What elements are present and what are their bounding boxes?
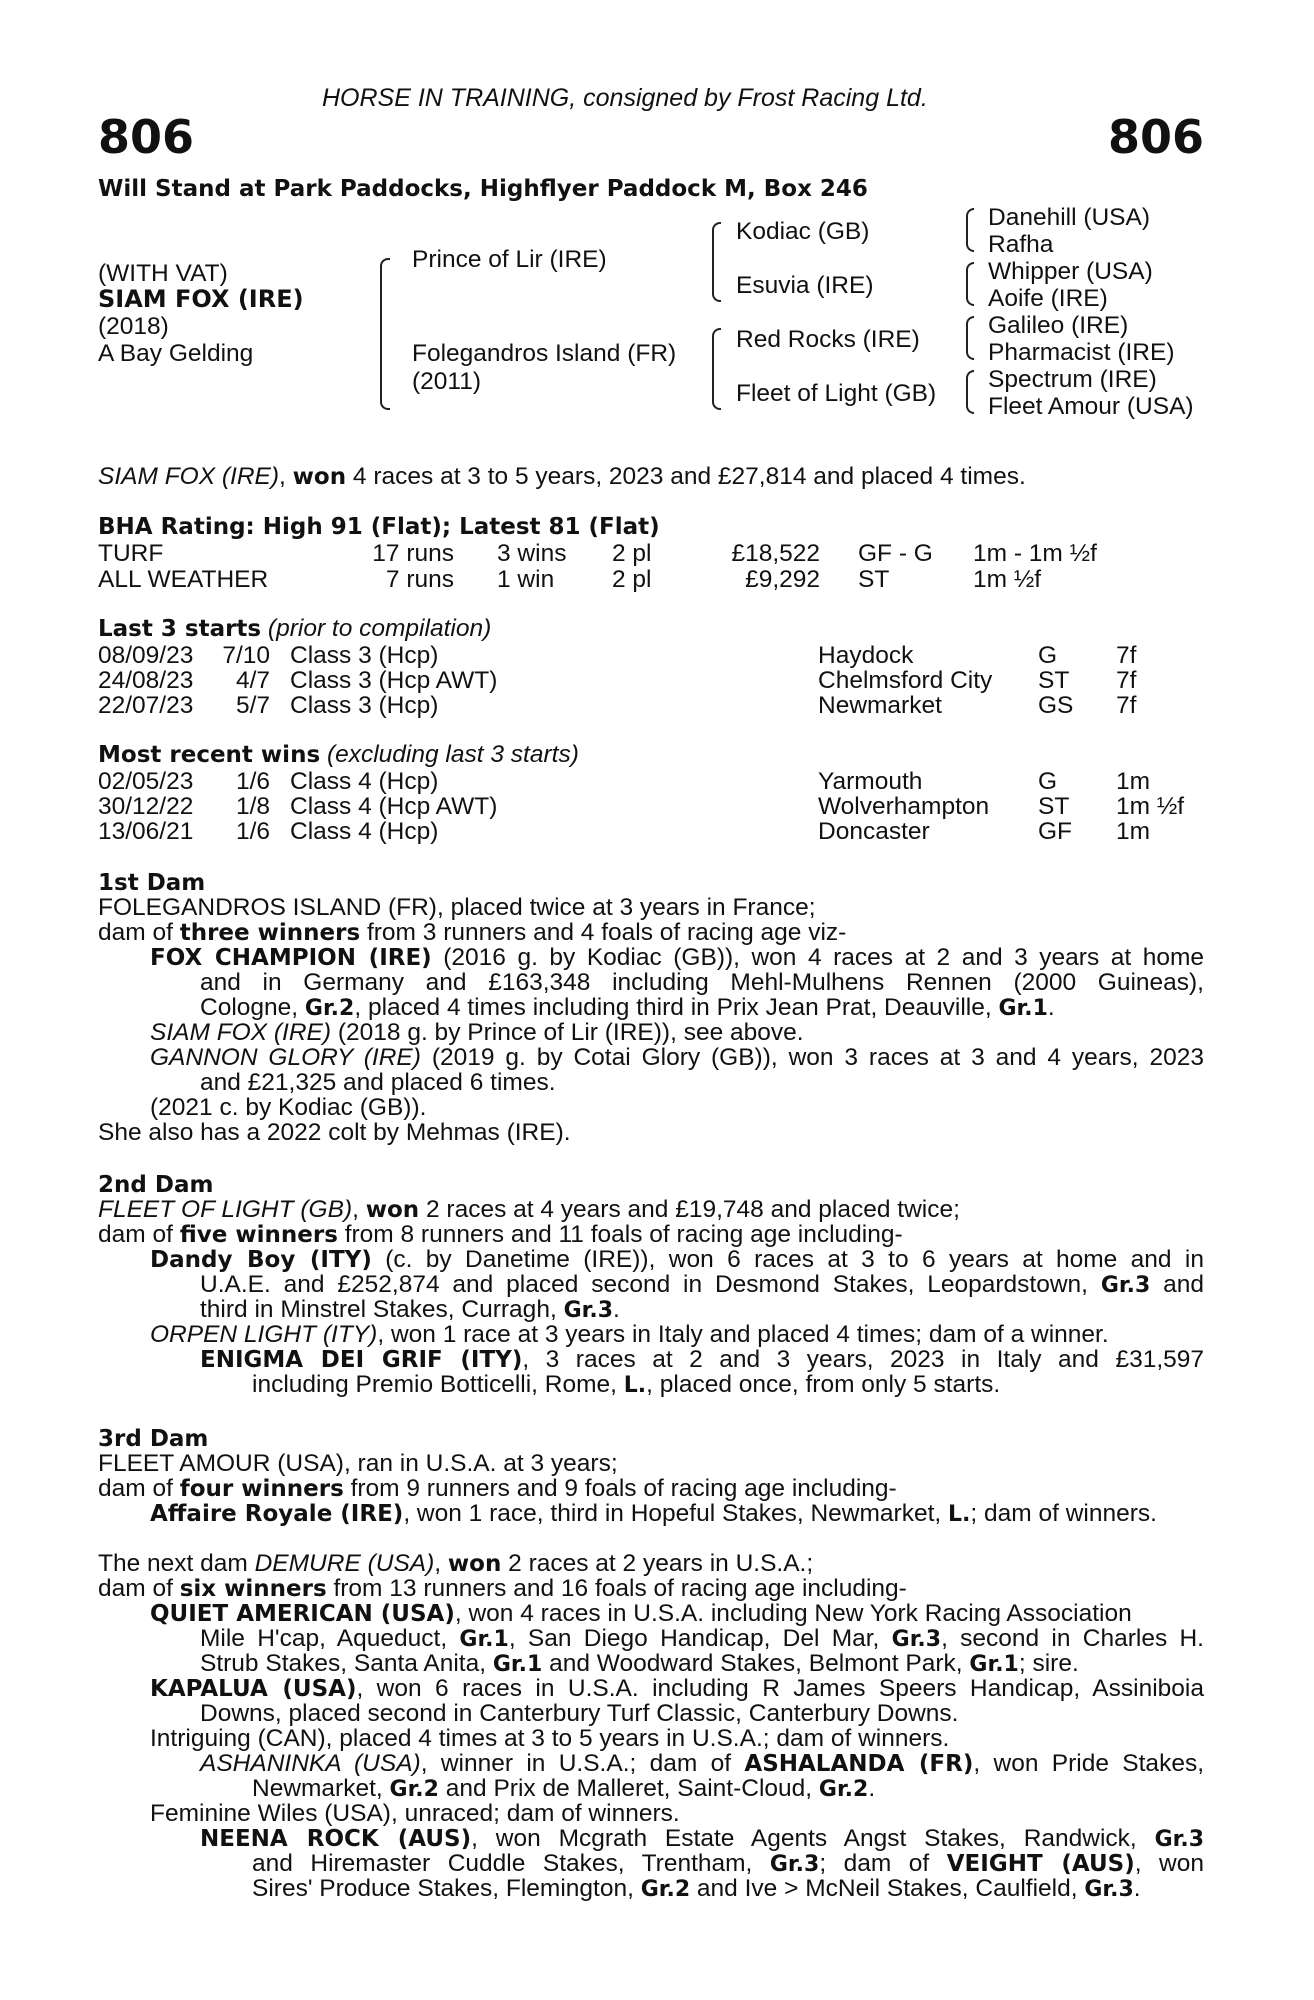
text: . [868,1775,876,1802]
progeny-entry [150,945,1204,971]
rating-distance: 1m - 1m ½f [973,540,1097,567]
text: 2 races at 4 years and £19,748 and placed twice; [419,1196,960,1223]
text: Sires' Produce Stakes, Flemington, [252,1875,641,1902]
win-position: 1/6 [235,818,270,845]
progeny-line: and in Germany and £163,348 including Mehl-Mulhens Rennen (2000 Guineas), [200,969,1204,996]
grade: Gr.3 [1100,1273,1151,1298]
rating-distance: 1m ½f [973,566,1042,593]
text: . [1133,1875,1141,1902]
pedigree-dam-year: (2011) [412,368,482,395]
text: from 9 runners and 9 foals of racing age including- [343,1475,897,1502]
pedigree-ssd: Rafha [988,231,1054,258]
horse-name: SIAM FOX (IRE) [98,285,304,313]
text: ; dam of winners. [970,1500,1157,1527]
lot-number-right: 806 [1107,110,1204,164]
progeny-line [200,1651,1079,1677]
win-distance: 1m ½f [1116,793,1185,820]
progeny-entry [200,1751,1204,1777]
progeny-entry [150,1322,1109,1347]
text: , 3 races at 2 and 3 years, 2023 in Italy and £31,597 [522,1346,1205,1373]
start-distance: 7f [1116,667,1137,694]
pedigree-dam-sire: Red Rocks (IRE) [736,326,920,353]
text: and Ive > McNeil Stakes, Caulfield, [690,1875,1085,1902]
grade: Gr.3 [1084,1877,1134,1902]
text: dam of [98,1221,180,1248]
text: . [613,1296,620,1323]
rating-surface: ALL WEATHER [98,566,269,593]
progeny-entry [150,1247,1204,1273]
race-summary: SIAM FOX (IRE), won 4 races at 3 to 5 years, 2023 and £27,814 and placed 4 times. [98,463,1026,490]
grade: Gr.2 [304,996,355,1021]
progeny-line [200,1297,620,1323]
horse-description: A Bay Gelding [98,340,254,367]
text: Strub Stakes, Santa Anita, [200,1650,493,1677]
pedigree-brace [380,258,390,410]
text: Mile H'cap, Aqueduct, [200,1625,460,1652]
progeny-entry: (2021 c. by Kodiac (GB)). [150,1094,427,1121]
summary-rest: 4 races at 3 to 5 years, 2023 and £27,814 and placed 4 times. [346,463,1026,490]
win-date: 02/05/23 [98,768,194,795]
progeny-entry [200,1826,1204,1852]
progeny-name: ORPEN LIGHT (ITY) [150,1321,378,1348]
horse-year: (2018) [98,313,169,340]
text: , won 1 race, third in Hopeful Stakes, Newmarket, [403,1500,948,1527]
progeny-line [200,1272,1204,1298]
start-class: Class 3 (Hcp) [290,642,439,669]
text: , second in Charles H. [941,1625,1204,1652]
text: , placed once, from only 5 starts. [646,1371,1001,1398]
start-class: Class 3 (Hcp AWT) [290,667,498,694]
pedigree-sss: Danehill (USA) [988,204,1151,231]
progeny-name: ASHALANDA (FR) [744,1751,974,1777]
text: third in Minstrel Stakes, Curragh, [200,1296,564,1323]
wins-heading [98,742,579,768]
grade: Gr.3 [1154,1827,1204,1852]
win-going: GF [1038,818,1073,845]
rating-prize: £18,522 [731,540,820,567]
grade: Gr.3 [891,1627,942,1652]
progeny-name: ASHANINKA (USA) [200,1750,421,1777]
pedigree-sdd: Aoife (IRE) [988,285,1108,312]
rating-surface: TURF [98,540,164,567]
progeny-entry [150,1045,1204,1070]
rating-going: ST [858,566,890,593]
start-going: GS [1038,692,1074,719]
rating-prize: £9,292 [745,566,820,593]
progeny-line [200,995,1055,1021]
start-distance: 7f [1116,692,1137,719]
progeny-line [252,1876,1141,1902]
pedigree-brace [966,370,974,414]
grade: Gr.2 [818,1777,869,1802]
text: including Premio Botticelli, Rome, [252,1371,624,1398]
win-class: Class 4 (Hcp) [290,768,439,795]
text: from 3 runners and 4 foals of racing age viz- [360,919,847,946]
progeny-line [252,1776,875,1802]
text: (2019 g. by Cotai Glory (GB)), won 3 races at 3 and 4 years, 2023 [420,1044,1205,1071]
start-course: Haydock [818,642,914,669]
text: , won [1134,1850,1204,1877]
text: , won 1 race at 3 years in Italy and placed 4 times; dam of a winner. [377,1321,1109,1348]
win-position: 1/8 [235,793,270,820]
text: , won 6 races in U.S.A. including R James Speers Handicap, Assiniboia [356,1675,1204,1702]
summary-won: won [292,464,347,490]
pedigree-dss: Galileo (IRE) [988,312,1129,339]
text: (c. by Danetime (IRE)), won 6 races at 3 to 6 years at home and in [371,1246,1204,1273]
pedigree-sds: Whipper (USA) [988,258,1153,285]
progeny-name: KAPALUA (USA) [150,1676,357,1702]
start-position: 4/7 [235,667,270,694]
dam2-line [98,1197,960,1223]
grade: Gr.1 [459,1627,509,1652]
pedigree-brace [966,316,974,360]
pedigree-sire-dam: Esuvia (IRE) [736,272,874,299]
start-position: 7/10 [222,642,270,669]
grade: Gr.2 [389,1777,439,1802]
rating-runs: 17 runs [372,540,454,567]
progeny-entry: Intriguing (CAN), placed 4 times at 3 to 5 years in U.S.A.; dam of winners. [150,1725,950,1752]
progeny-name: NEENA ROCK (AUS) [200,1826,472,1852]
progeny-line: and £21,325 and placed 6 times. [200,1069,556,1096]
start-date: 08/09/23 [98,642,194,669]
text: U.A.E. and £252,874 and placed second in Desmond Stakes, Leopardstown, [200,1271,1101,1298]
win-course: Yarmouth [818,768,923,795]
text: dam of [98,919,180,946]
progeny-entry [150,1601,1132,1627]
pedigree-dds: Spectrum (IRE) [988,366,1157,393]
text: (2016 g. by Kodiac (GB)), won 4 races at 2 and 3 years at home [431,944,1204,971]
progeny-entry [150,1020,804,1045]
dam4-produce-line [98,1576,907,1602]
start-date: 22/07/23 [98,692,194,719]
consignor-line: HORSE IN TRAINING, consigned by Frost Racing Ltd. [322,84,928,112]
progeny-line [200,1626,1204,1652]
vat-note: (WITH VAT) [98,260,228,287]
win-date: 13/06/21 [98,818,194,845]
progeny-name: FOX CHAMPION (IRE) [150,945,432,971]
dam1-also: She also has a 2022 colt by Mehmas (IRE). [98,1119,571,1146]
grade: Gr.3 [563,1298,613,1323]
dam1-line: FOLEGANDROS ISLAND (FR), placed twice at 3 years in France; [98,894,816,921]
text: , won Pride Stakes, [973,1750,1204,1777]
grade: Gr.1 [998,996,1048,1021]
progeny-line [252,1851,1204,1877]
text: from 13 runners and 16 foals of racing age including- [326,1575,907,1602]
dam2-produce-line [98,1222,903,1248]
text: and Woodward Stakes, Belmont Park, [542,1650,970,1677]
grade: Gr.3 [769,1852,820,1877]
start-position: 5/7 [235,692,270,719]
win-class: Class 4 (Hcp) [290,818,439,845]
grade: Gr.2 [640,1877,691,1902]
winners-count: five winners [179,1222,338,1248]
progeny-name: QUIET AMERICAN (USA) [150,1601,455,1627]
winners-count: three winners [179,920,361,946]
text: , [352,1196,366,1223]
progeny-line: Downs, placed second in Canterbury Turf Classic, Canterbury Downs. [200,1700,959,1727]
text: , won 4 races in U.S.A. including New York Racing Association [454,1600,1132,1627]
start-going: ST [1038,667,1070,694]
rating-placed: 2 pl [612,566,652,593]
progeny-line [252,1372,1000,1398]
text: . [1047,994,1055,1021]
dam4-line [98,1551,813,1577]
winners-count: six winners [179,1576,327,1602]
start-course: Chelmsford City [818,667,993,694]
progeny-name: Dandy Boy (ITY) [150,1247,372,1273]
winners-count: four winners [179,1476,344,1502]
progeny-name: Affaire Royale (IRE) [150,1501,404,1527]
win-position: 1/6 [235,768,270,795]
rating-going: GF - G [858,540,933,567]
dam3-line: FLEET AMOUR (USA), ran in U.S.A. at 3 years; [98,1450,618,1477]
lot-number-left: 806 [98,110,195,164]
win-class: Class 4 (Hcp AWT) [290,793,498,820]
text: dam of [98,1475,180,1502]
progeny-name: GANNON GLORY (IRE) [150,1044,421,1071]
text: Newmarket, [252,1775,390,1802]
win-date: 30/12/22 [98,793,194,820]
dam2-heading: 2nd Dam [98,1172,214,1198]
pedigree-dam-dam: Fleet of Light (GB) [736,380,937,407]
win-going: ST [1038,793,1070,820]
text: , won Mcgrath Estate Agents Angst Stakes, Randwick, [471,1825,1155,1852]
progeny-name: SIAM FOX (IRE) [150,1019,332,1046]
pedigree-ddd: Fleet Amour (USA) [988,393,1194,420]
dam-name: DEMURE (USA) [254,1550,435,1577]
text: ; dam of [819,1850,947,1877]
last3-title: Last 3 starts [98,616,262,642]
dam3-heading: 3rd Dam [98,1426,209,1452]
text: ; sire. [1018,1650,1079,1677]
pedigree-brace [712,328,721,410]
grade: Gr.1 [492,1652,543,1677]
text: and [1150,1271,1204,1298]
start-class: Class 3 (Hcp) [290,692,439,719]
text: Cologne, [200,994,305,1021]
text: (2018 g. by Prince of Lir (IRE)), see above. [331,1019,804,1046]
wins-note: (excluding last 3 starts) [320,741,579,768]
won-label: won [447,1551,502,1577]
start-going: G [1038,642,1058,669]
text: , placed 4 times including third in Prix Jean Prat, Deauville, [354,994,999,1021]
pedigree-brace [712,222,721,302]
pedigree-dsd: Pharmacist (IRE) [988,339,1175,366]
text: , San Diego Handicap, Del Mar, [508,1625,892,1652]
progeny-name: ENIGMA DEI GRIF (ITY) [200,1347,523,1373]
start-course: Newmarket [818,692,942,719]
text: , winner in U.S.A.; dam of [420,1750,745,1777]
summary-horse-name: SIAM FOX (IRE) [98,463,280,490]
text: The next dam [98,1550,255,1577]
pedigree-sire: Prince of Lir (IRE) [412,246,607,273]
dam3-produce-line [98,1476,897,1502]
start-distance: 7f [1116,642,1137,669]
stand-location: Will Stand at Park Paddocks, Highflyer Paddock M, Box 246 [98,176,868,202]
grade: L. [623,1373,647,1398]
dam1-produce-line [98,920,846,946]
win-course: Doncaster [818,818,930,845]
rating-placed: 2 pl [612,540,652,567]
win-distance: 1m [1116,768,1151,795]
dam1-heading: 1st Dam [98,870,206,896]
progeny-entry [200,1347,1204,1373]
win-distance: 1m [1116,818,1151,845]
grade: Gr.1 [969,1652,1019,1677]
text: from 8 runners and 11 foals of racing age including- [337,1221,903,1248]
progeny-name: VEIGHT (AUS) [946,1851,1135,1877]
text: and Prix de Malleret, Saint-Cloud, [438,1775,819,1802]
start-date: 24/08/23 [98,667,194,694]
text: 2 races at 2 years in U.S.A.; [501,1550,814,1577]
win-course: Wolverhampton [818,793,990,820]
progeny-entry [150,1501,1157,1527]
text: , [434,1550,448,1577]
pedigree-sire-sire: Kodiac (GB) [736,218,870,245]
last3-note: (prior to compilation) [261,615,492,642]
progeny-entry: Feminine Wiles (USA), unraced; dam of winners. [150,1800,680,1827]
rating-runs: 7 runs [385,566,454,593]
rating-wins: 1 win [497,566,555,593]
text: dam of [98,1575,180,1602]
pedigree-brace [966,208,974,252]
pedigree-brace [966,262,974,306]
rating-heading: BHA Rating: High 91 (Flat); Latest 81 (Flat) [98,514,660,540]
grade: L. [948,1502,971,1527]
last3-heading [98,616,491,642]
won-label: won [365,1197,420,1223]
progeny-entry [150,1676,1204,1702]
rating-wins: 3 wins [497,540,567,567]
text: and Hiremaster Cuddle Stakes, Trentham, [252,1850,770,1877]
pedigree-dam: Folegandros Island (FR) [412,340,677,367]
wins-title: Most recent wins [98,742,321,768]
dam-name: FLEET OF LIGHT (GB) [98,1196,353,1223]
win-going: G [1038,768,1058,795]
